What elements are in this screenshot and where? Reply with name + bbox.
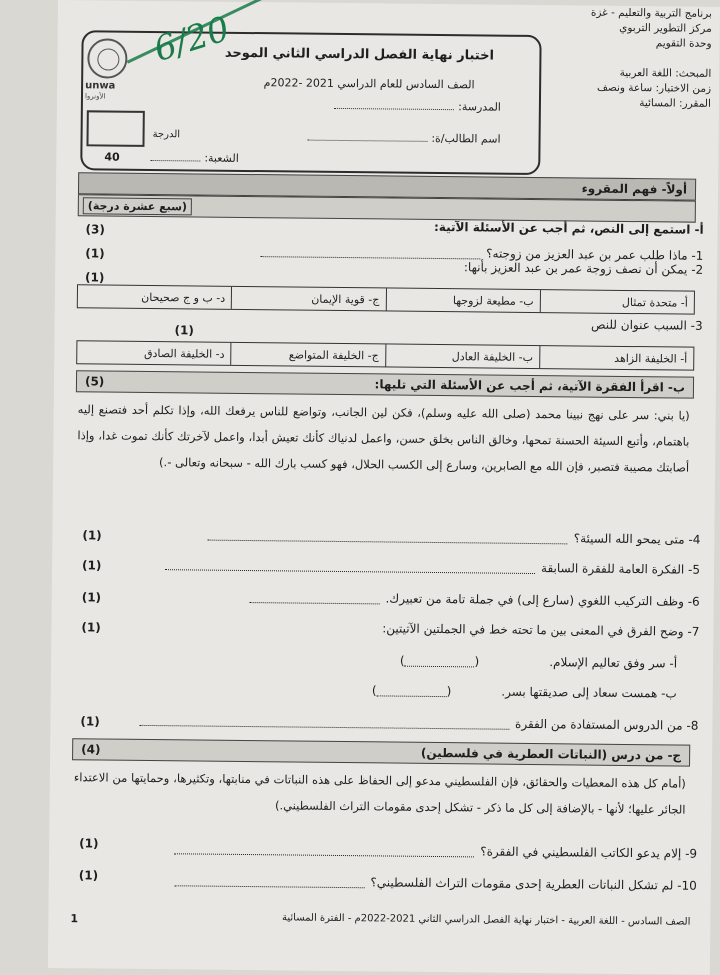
org-line: مركز التطوير التربوي [619, 22, 712, 36]
paragraph-b: (يا بني: سر على نهج نبينا محمد (صلى الله عليه وسلم)، فكن لين الجانب، وتواضع للناس يرفعك الله، وإذا تكلم أحد فتصنع إليه باهتمام، وأتبع السيئة الحسنة تمحها، وخالق الناس بخلق حسن، واعمل لدنياك كأنك تعيش أبدا، واعمل لآخرتك كأنك تموت غدا، وإذا أصابتك مصيبة فتصبر، فإن الله مع الصابرين، وسارع إلى الكسب الحلال، فهو كسب بارك الله - سبحانه وتعالى -.) [77, 402, 690, 475]
q2-points: (1) [85, 270, 105, 285]
q10-points: (1) [78, 868, 99, 883]
q1-answer[interactable] [260, 247, 480, 259]
q8: 8- من الدروس المستفادة من الفقرة [515, 716, 699, 733]
q6-text [249, 590, 699, 609]
partC-points: (4) [81, 742, 101, 757]
q7b: ب- همست سعاد إلى صديقتها بسر. [501, 684, 677, 701]
q7b-text: ب- همست سعاد إلى صديقتها بسر.() [371, 683, 677, 701]
handwritten-grade: 6/20 [149, 8, 235, 70]
grade-label: الدرجة [152, 128, 181, 141]
total-grade: 40 [104, 150, 120, 164]
q2: 2- يمكن أن نصف زوجة عمر بن عبد العزيز بأنها: [463, 260, 704, 277]
q5-text [165, 557, 700, 577]
q7a-answer[interactable] [405, 656, 475, 667]
q5: 5- الفكرة العامة للفقرة السابقة [541, 561, 701, 577]
q7: 7- وضح الفرق في المعنى بين ما تحته خط في الجملتين الآتيتين: [382, 621, 700, 639]
exam-title: اختبار نهاية الفصل الدراسي الثاني الموحد [224, 45, 495, 64]
partC-bar [72, 738, 690, 766]
q2-option-a[interactable]: أ- متحدة تمثال [540, 290, 694, 314]
q2-option-c[interactable]: ج- قوية الإيمان [231, 287, 385, 311]
q2-options [77, 284, 695, 314]
division-label: الشعبة: [204, 151, 239, 165]
partB-bar [76, 370, 694, 398]
partA-points: (3) [85, 222, 106, 237]
q4-answer[interactable] [208, 530, 568, 544]
q9-answer[interactable] [174, 844, 474, 857]
q1-points: (1) [85, 246, 105, 261]
school-label: المدرسة: [458, 100, 501, 114]
q6-answer[interactable] [249, 593, 379, 604]
q2-option-d[interactable]: د- ب و ج صحيحان [141, 290, 226, 305]
q5-points: (1) [82, 558, 102, 573]
q5-answer[interactable] [165, 560, 535, 574]
q1: 1- ماذا طلب عمر بن عبد العزيز من زوجته؟ [486, 246, 704, 263]
unrwa-logo-icon [87, 38, 127, 78]
q9-text [174, 841, 697, 860]
partB-points: (5) [84, 374, 105, 389]
logo-sub: الأونروا [84, 92, 106, 101]
q10: 10- لم تشكل النباتات العطرية إحدى مقومات التراث الفلسطيني؟ [370, 875, 697, 893]
student-field[interactable] [307, 131, 500, 146]
q4-text [208, 528, 701, 547]
q10-text [174, 873, 696, 892]
org-line: برنامج التربية والتعليم - غزة [590, 6, 712, 20]
q8-points: (1) [80, 714, 100, 729]
q6-points: (1) [81, 590, 102, 605]
partB-intro: ب- اقرأ الفقرة الآتية، ثم أجب عن الأسئلة التي تليها: [374, 377, 686, 395]
page-number: 1 [70, 912, 79, 926]
q3-option-c[interactable]: ج- الخليفة المتواضع [230, 343, 384, 367]
paragraph-c: (أمام كل هذه المعطيات والحقائق، فإن الفلسطيني مدعو إلى الحفاظ على هذه النباتات في منابتها، وتكثيرها، وحمايتها من الاعتداء الجائر عليها؛ لأنها - بالإضافة إلى كل ما ذكر - تشكل إحدى مقومات التراث الفلسطيني.) [73, 770, 686, 817]
q3-option-b[interactable]: ب- الخليفة العادل [385, 344, 539, 368]
exam-sheet [48, 0, 720, 975]
q2-option-b[interactable]: ب- مطيعة لزوجها [385, 288, 539, 312]
exam-subtitle: الصف السادس للعام الدراسي 2021 -2022م [263, 76, 475, 92]
q7a: أ- سر وفق تعاليم الإسلام. [549, 655, 678, 671]
score-box [86, 110, 144, 147]
partA-intro: أ- استمع إلى النص، ثم أجب عن الأسئلة الآتية: [433, 219, 704, 237]
school-field[interactable] [334, 99, 501, 114]
q7a-text: أ- سر وفق تعاليم الإسلام.() [399, 653, 678, 671]
q9-points: (1) [79, 836, 99, 851]
org-line: وحدة التقويم [655, 37, 712, 51]
q6: 6- وظف التركيب اللغوي (سارع إلى) في جملة تامة من تعبيرك. [385, 591, 700, 609]
q9: 9- إلام يدعو الكاتب الفلسطيني في الفقرة؟ [480, 844, 698, 861]
q4: 4- متى يمحو الله السيئة؟ [573, 531, 701, 547]
q7b-answer[interactable] [377, 686, 447, 697]
q10-answer[interactable] [174, 876, 364, 888]
section-title: أولاً- فهم المقروء [581, 181, 688, 197]
partC-intro: ج- من درس (النباتات العطرية في فلسطين) [420, 745, 682, 763]
q7-points: (1) [81, 620, 101, 635]
q8-answer[interactable] [139, 715, 509, 729]
q4-points: (1) [82, 528, 102, 543]
q3-options [76, 340, 694, 370]
logo-text: unwa [85, 80, 116, 92]
section-points: (سبع عشرة درجة) [83, 197, 192, 215]
q3-points: (1) [174, 323, 194, 338]
page-footer: الصف السادس - اللغة العربية - اختبار نهاية الفصل الدراسي الثاني 2021-2022م - الفترة المسائية [281, 912, 691, 928]
student-label: اسم الطالب/ة: [431, 131, 501, 146]
subject-label: المبحث: اللغة العربية [619, 66, 712, 80]
time-label: زمن الاختبار: ساعة ونصف [596, 81, 712, 95]
q3: 3- السبب عنوان للنص [590, 317, 703, 333]
q3-option-a[interactable]: أ- الخليفة الزاهد [539, 346, 693, 370]
division-field[interactable] [150, 151, 239, 165]
q3-option-d[interactable]: د- الخليفة الصادق [143, 346, 225, 361]
scope-label: المقرر: المسائية [639, 97, 712, 110]
q8-text [139, 713, 698, 733]
